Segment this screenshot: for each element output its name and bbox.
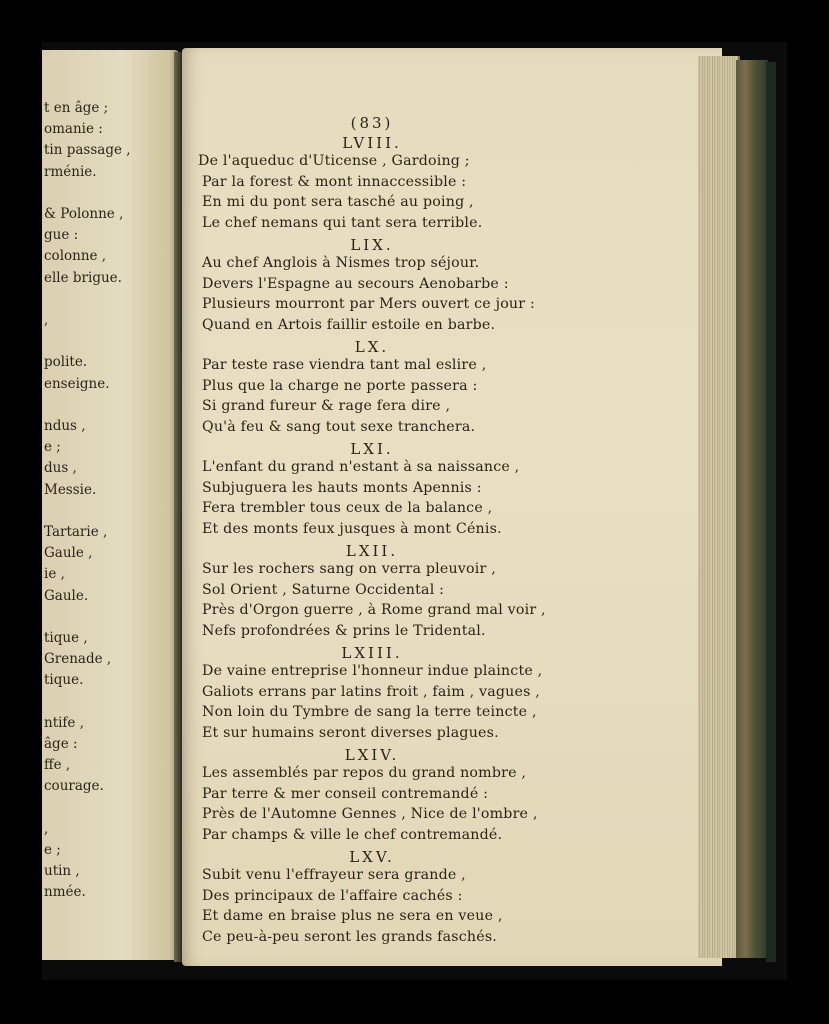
verse-line: De l'aqueduc d'Uticense , Gardoing ; xyxy=(198,152,470,169)
left-page-line: , xyxy=(44,820,49,837)
left-page-line: tique , xyxy=(44,630,88,646)
left-page-line: e ; xyxy=(44,439,61,456)
page-number: (83) xyxy=(350,114,394,132)
left-page-line: Grenade , xyxy=(44,651,112,668)
verse-line: Par terre & mer conseil contremandé : xyxy=(202,785,489,802)
verse-line: Non loin du Tymbre de sang la terre teincte , xyxy=(202,704,537,721)
verse-line: Plusieurs mourront par Mers ouvert ce jour : xyxy=(202,296,535,313)
left-page-line: gue : xyxy=(44,227,79,244)
left-page-line: t en âge ; xyxy=(44,100,109,116)
left-page-line: Tartarie , xyxy=(44,524,108,540)
left-page-line: colonne , xyxy=(44,248,107,265)
verse-line: Et dame en braise plus ne sera en veue , xyxy=(202,908,503,925)
verse-line: Subjuguera les hauts monts Apennis : xyxy=(202,479,482,496)
verse-line: Et des monts feux jusques à mont Cénis. xyxy=(202,521,502,538)
verse-line: Sol Orient , Saturne Occidental : xyxy=(202,581,445,598)
left-page-line: rménie. xyxy=(44,163,97,180)
verse-line: Par la forest & mont innaccessible : xyxy=(202,173,467,190)
quatrain-numeral: LXI. xyxy=(350,440,394,458)
verse-line: Qu'à feu & sang tout sexe tranchera. xyxy=(202,419,476,436)
quatrain-numeral: LXIII. xyxy=(341,644,403,662)
left-page-line: ie , xyxy=(44,566,65,583)
verse-line: Plus que la charge ne porte passera : xyxy=(202,377,478,394)
left-page-line: elle brigue. xyxy=(44,269,122,286)
quatrain-numeral: LXV. xyxy=(349,848,395,866)
left-page-line: polite. xyxy=(44,354,88,371)
left-page-line: ffe , xyxy=(44,757,71,774)
verse-line: Des principaux de l'affaire cachés : xyxy=(202,887,463,904)
verse-line: En mi du pont sera tasché au poing , xyxy=(202,194,474,211)
left-page-line: Gaule , xyxy=(44,545,93,562)
quatrain-numeral: LXIV. xyxy=(344,746,400,764)
left-page-line: courage. xyxy=(44,778,104,795)
verse-line: Par champs & ville le chef contremandé. xyxy=(202,827,503,844)
left-page-line: utin , xyxy=(44,863,80,880)
left-page-line: e ; xyxy=(44,842,61,858)
verse-line: Si grand fureur & rage fera dire , xyxy=(202,398,451,415)
verse-line: Devers l'Espagne au secours Aenobarbe : xyxy=(202,275,509,292)
left-page-line: ntife , xyxy=(44,714,85,731)
verse-line: Près d'Orgon guerre , à Rome grand mal voir , xyxy=(202,602,546,619)
page-edges xyxy=(698,56,740,958)
quatrain-numeral: LIX. xyxy=(350,236,394,254)
quatrain-numeral: LXII. xyxy=(345,542,399,560)
verse-line: Sur les rochers sang on verra pleuvoir , xyxy=(202,560,496,577)
left-page-line: nmée. xyxy=(44,884,86,901)
verse-line: Ce peu-à-peu seront les grands faschés. xyxy=(202,929,498,946)
book-scan xyxy=(42,42,787,980)
left-page-line: Gaule. xyxy=(44,587,89,604)
left-page-line: , xyxy=(44,312,49,328)
quatrain-numeral: LVIII. xyxy=(342,134,402,152)
left-page xyxy=(42,50,180,960)
verse-line: L'enfant du grand n'estant à sa naissance , xyxy=(202,458,520,475)
book-cover xyxy=(736,60,768,958)
verse-line: Près de l'Automne Gennes , Nice de l'ombre , xyxy=(202,806,538,823)
verse-line: De vaine entreprise l'honneur indue plaincte , xyxy=(202,662,543,679)
left-page-line: tique. xyxy=(44,672,84,689)
verse-line: Et sur humains seront diverses plagues. xyxy=(202,725,499,742)
verse-line: Subit venu l'effrayeur sera grande , xyxy=(202,866,466,883)
verse-line: Galiots errans par latins froit , faim , vagues , xyxy=(202,683,541,700)
left-page-line: ndus , xyxy=(44,418,86,434)
verse-line: Fera trembler tous ceux de la balance , xyxy=(202,500,493,517)
quatrain-numeral: LX. xyxy=(354,338,390,356)
verse-line: Par teste rase viendra tant mal eslire , xyxy=(202,356,487,373)
left-page-line: tin passage , xyxy=(44,142,131,159)
cover-edge xyxy=(766,62,776,962)
left-page-line: & Polonne , xyxy=(44,206,124,222)
left-page-line: Messie. xyxy=(44,481,97,498)
verse-line: Les assemblés par repos du grand nombre , xyxy=(202,764,527,781)
left-page-line: dus , xyxy=(44,460,77,477)
verse-line: Nefs profondrées & prins le Tridental. xyxy=(202,623,486,640)
verse-line: Au chef Anglois à Nismes trop séjour. xyxy=(202,254,480,271)
verse-line: Quand en Artois faillir estoile en barbe. xyxy=(202,317,496,334)
left-page-line: omanie : xyxy=(44,121,103,138)
left-page-line: enseigne. xyxy=(44,375,110,392)
verse-line: Le chef nemans qui tant sera terrible. xyxy=(202,215,483,232)
left-page-line: âge : xyxy=(44,736,78,752)
